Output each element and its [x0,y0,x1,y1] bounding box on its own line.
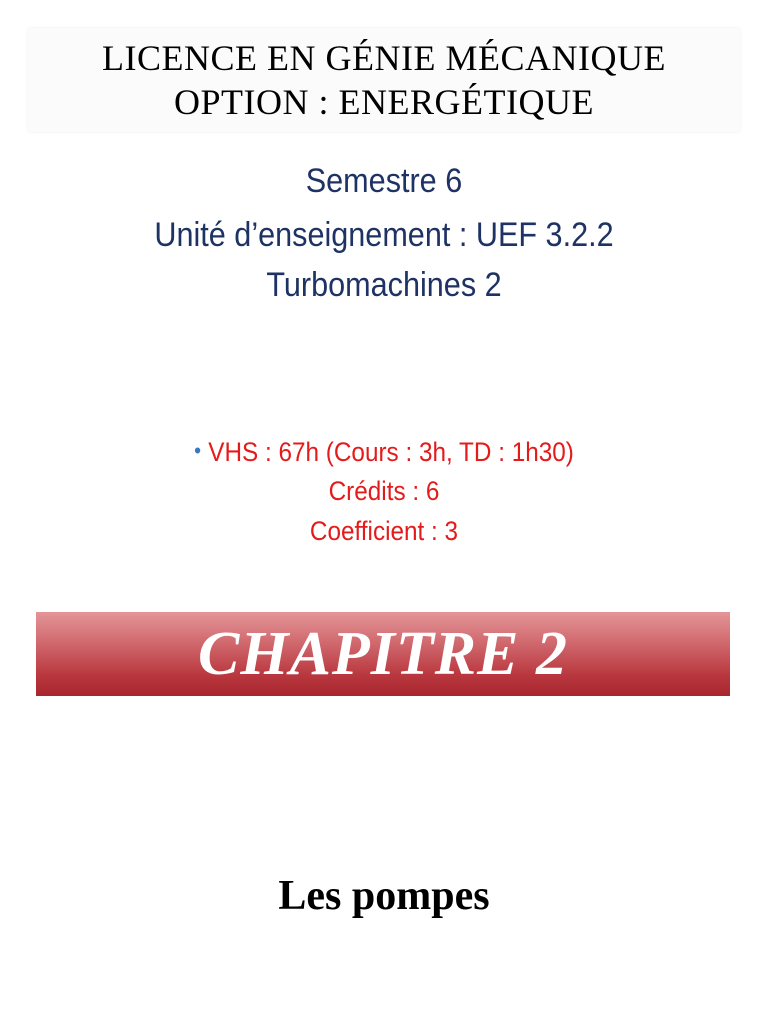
topic-title: Les pompes [278,873,490,919]
teaching-unit-label: Unité d’enseignement : UEF 3.2.2 [154,216,614,254]
bullet-icon: • [194,438,202,463]
subject-label: Turbomachines 2 [266,266,502,304]
credits-line: Crédits : 6 [328,476,440,506]
option-title: OPTION : ENERGÉTIQUE [174,82,594,122]
chapter-banner [36,612,730,696]
vhs-text: VHS : 67h (Cours : 3h, TD : 1h30) [208,437,574,467]
semester-label: Semestre 6 [305,162,463,200]
chapter-title: CHAPITRE 2 [197,620,568,688]
vhs-line [38,432,729,471]
degree-title: LICENCE EN GÉNIE MÉCANIQUE [102,38,666,78]
coefficient-line: Coefficient : 3 [309,516,459,546]
